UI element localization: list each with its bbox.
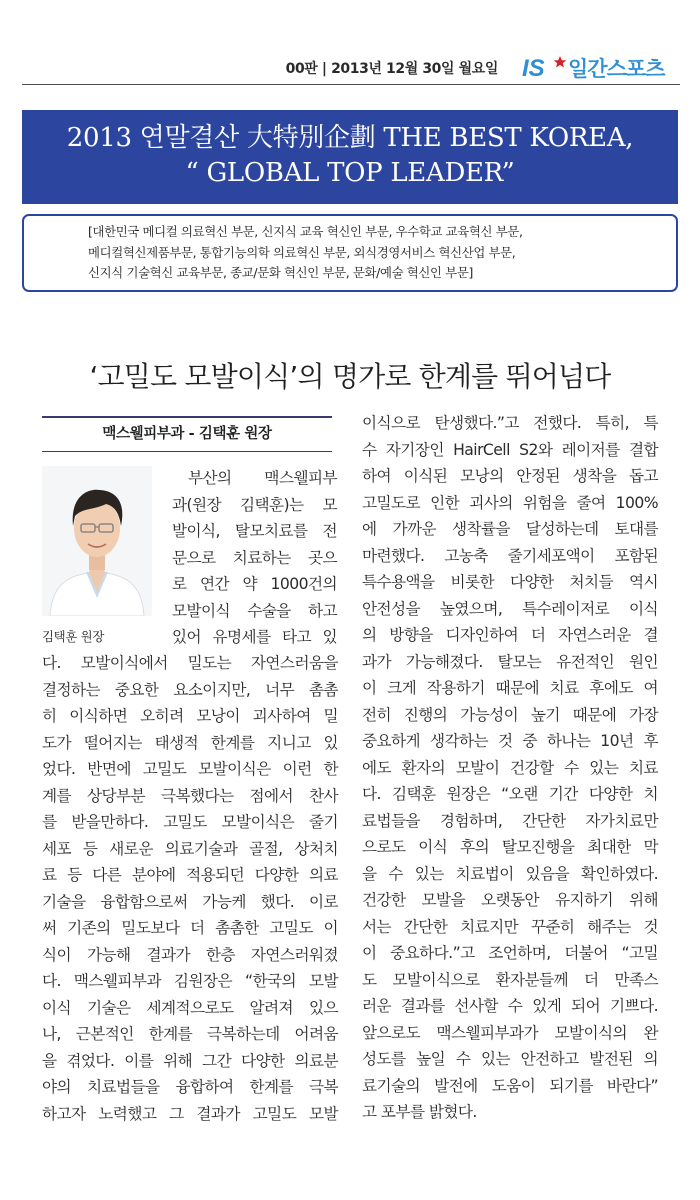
issue-dateline: 00판 | 2013년 12월 30일 월요일	[285, 61, 498, 77]
masthead	[22, 52, 680, 85]
text-line: 었다. 반면에 고밀도 모발이식은 이런 한	[42, 760, 338, 778]
text-line: 야의 치료법들을 융합하여 한계를 극복	[42, 1078, 338, 1096]
text-line: 마련했다. 고농축 줄기세포액이 포함된	[362, 546, 658, 565]
text-line: 를 받을만하다. 고밀도 모발이식은 줄기	[42, 813, 338, 831]
text-line: 하여 이식된 모낭의 안정된 생착을 돕고	[362, 467, 658, 485]
text-line: 이식으로 탄생했다.”고 전했다. 특히, 특	[362, 414, 658, 432]
text-line: 과(원장 김택훈)는 모	[172, 495, 337, 514]
text-line: 에 가까운 생착률을 달성하는데 토대를	[362, 520, 658, 538]
text-line: 을 수 있는 치료법이 있음을 확인하였다.	[362, 864, 658, 883]
text-line: 중요하게 생각하는 것 중 하나는 10년 후	[362, 732, 658, 750]
text-line: 안전성을 높였으며, 특수레이저로 이식	[362, 599, 658, 618]
article-column-1	[42, 650, 338, 1127]
text-line: 식이 가능해 결과가 한층 자연스러워졌	[42, 945, 338, 964]
text-line: 앞으로도 맥스웰피부과가 모발이식의 완	[362, 1023, 658, 1042]
text-line: 이 중요하다.”고 조언하며, 더불어 “고밀	[362, 944, 658, 962]
text-line: 있어 유명세를 타고 있	[172, 628, 337, 646]
feature-banner	[22, 110, 678, 204]
text-line: 로 연간 약 1000건의	[172, 575, 337, 593]
text-line: 으로도 이식 후의 탈모진행을 최대한 막	[362, 838, 658, 856]
article-byline: 맥스웰피부과 - 김택훈 원장	[42, 416, 332, 452]
text-line: 료 등 다른 분야에 적용되던 다양한 의료	[42, 866, 338, 884]
logo-name: 일간스포츠	[568, 57, 665, 80]
text-line: 의 방향을 디자인하여 더 자연스러운 결	[362, 626, 658, 644]
text-line: 서는 간단한 치료지만 꾸준히 해주는 것	[362, 917, 658, 936]
text-line: 료법들을 경험하며, 간단한 자가치료만	[362, 811, 658, 830]
text-line: 다. 맥스웰피부과 김원장은 “한국의 모발	[42, 972, 338, 990]
text-line: 문으로 치료하는 곳으	[172, 548, 337, 567]
categories-line: 신지식 기술혁신 교육부문, 종교/문화 혁신인 부문, 문화/예술 혁신인 부문]	[88, 265, 473, 280]
text-line: 을 겪었다. 이를 위해 그간 다양한 의료분	[42, 1051, 338, 1070]
text-line: 부산의 맥스웰피부	[188, 469, 337, 487]
text-line: 과가 가능해졌다. 탈모는 유전적인 원인	[362, 652, 658, 671]
text-line: 계를 상당부분 극복했다는 점에서 찬사	[42, 786, 338, 805]
text-line: 료기술의 발전에 도움이 되기를 바란다”	[362, 1076, 658, 1095]
text-line: 고밀도로 인한 괴사의 위험을 줄여 100%	[362, 493, 658, 512]
text-line: 결정하는 중요한 요소이지만, 너무 촘촘	[42, 680, 338, 699]
banner-title-line-2: “ GLOBAL TOP LEADER”	[185, 158, 515, 188]
logo-star-icon	[554, 56, 566, 68]
banner-title-line-1: 2013 연말결산 大特別企劃 THE BEST KOREA,	[66, 123, 634, 153]
text-line: 이식 기술은 세계적으로도 알려져 있으	[42, 998, 338, 1017]
text-line: 에도 환자의 모발이 건강할 수 있는 치료	[362, 758, 658, 777]
text-line: 세포 등 새로운 의료기술과 골절, 상처치	[42, 839, 338, 858]
text-line: 도 모발이식으로 환자분들께 더 만족스	[362, 970, 658, 989]
text-line: 모발이식 수술을 하고	[172, 601, 337, 620]
text-line: 전히 진행의 가능성이 높기 때문에 가장	[362, 705, 658, 724]
article-column-2	[362, 410, 658, 1126]
doctor-portrait-photo	[42, 466, 152, 616]
photo-caption: 김택훈 원장	[42, 629, 104, 644]
logo-prefix: IS	[522, 55, 545, 80]
text-line: 기술을 융합함으로써 가능케 했다. 이로	[42, 892, 338, 911]
text-line: 이 크게 작용하기 때문에 치료 후에도 여	[362, 679, 658, 697]
text-line: 수 자기장인 HairCell S2와 레이저를 결합	[362, 440, 658, 459]
text-line: 히 이식하면 오히려 모낭이 괴사하여 밀	[42, 707, 338, 725]
text-line: 다. 김택훈 원장은 “오랜 기간 다양한 치	[362, 785, 658, 803]
text-line: 고 포부를 밝혔다.	[362, 1103, 477, 1121]
categories-line: [대한민국 메디컬 의료혁신 부문, 신지식 교육 혁신인 부문, 우수학교 교육혁신 부문,	[88, 224, 523, 239]
text-line: 하고자 노력했고 그 결과가 고밀도 모발	[42, 1104, 338, 1123]
newspaper-logo	[520, 54, 680, 80]
article-headline: ‘고밀도 모발이식’의 명가로 한계를 뛰어넘다	[89, 360, 611, 393]
text-line: 발이식, 탈모치료를 전	[172, 522, 337, 540]
text-line: 특수용액을 비롯한 다양한 처치들 역시	[362, 573, 658, 591]
text-line: 러운 결과를 선사할 수 있게 되어 기쁘다.	[362, 997, 658, 1015]
text-line: 써 기존의 밀도보다 더 촘촘한 고밀도 이	[42, 919, 338, 937]
text-line: 다. 모발이식에서 밀도는 자연스러움을	[42, 654, 338, 672]
text-line: 성도를 높일 수 있는 안전하고 발전된 의	[362, 1050, 658, 1068]
text-line: 나, 근본적인 한계를 극복하는데 어려움	[42, 1025, 338, 1043]
article-column-1-wrap	[172, 465, 337, 651]
text-line: 도가 떨어지는 태생적 한계를 지니고 있	[42, 733, 338, 752]
text-line: 건강한 모발을 오랫동안 유지하기 위해	[362, 891, 658, 909]
award-categories-box	[22, 214, 678, 292]
categories-line: 메디컬혁신제품부문, 통합기능의학 의료혁신 부문, 외식경영서비스 혁신산업 부문,	[88, 244, 516, 260]
